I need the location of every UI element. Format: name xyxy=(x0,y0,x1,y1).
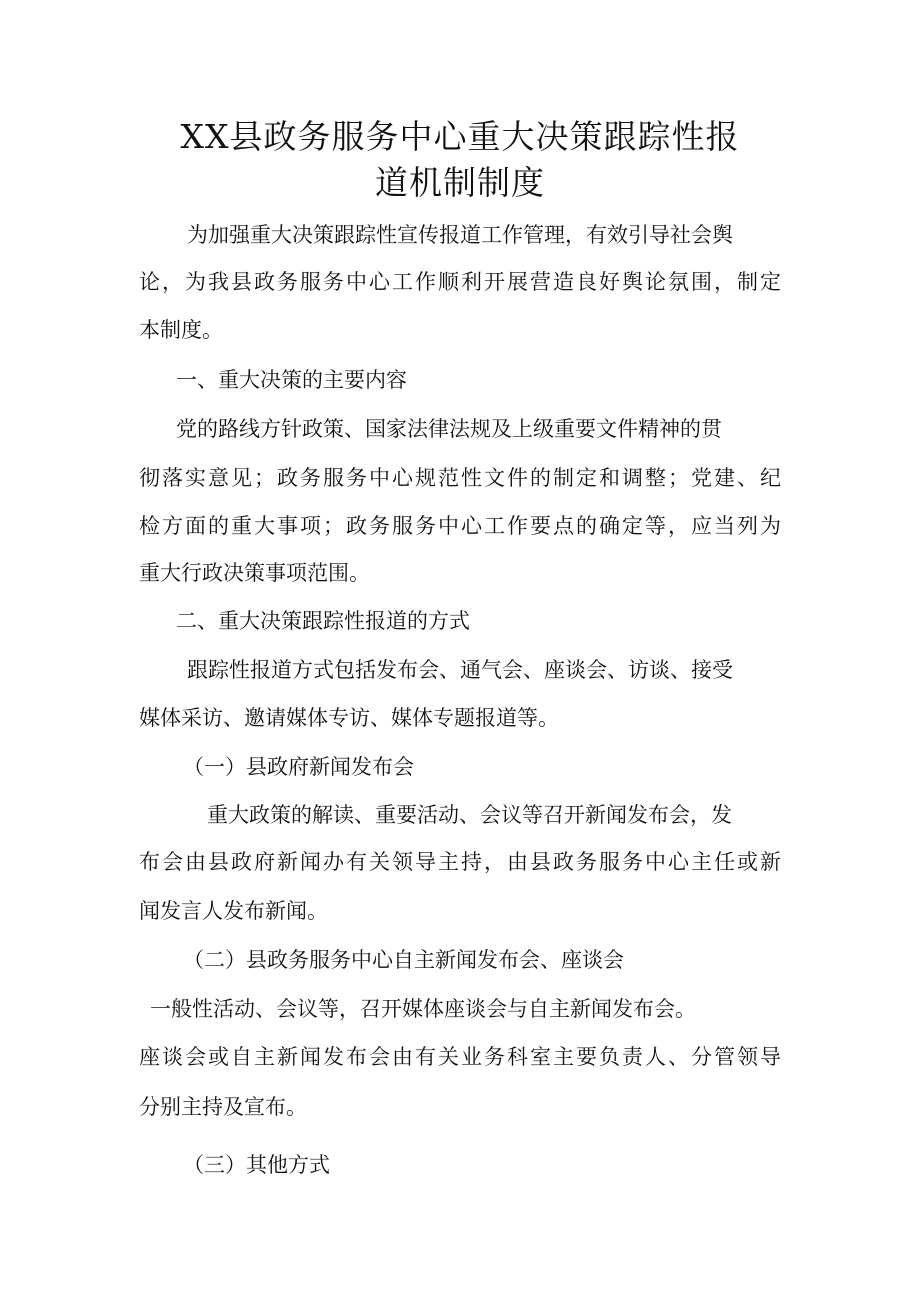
section-1-line-3: 检方面的重大事项；政务服务中心工作要点的确定等，应当列为 xyxy=(139,514,781,538)
intro-line-1: 为加强重大决策跟踪性宣传报道工作管理，有效引导社会舆 xyxy=(187,223,733,247)
subsection-2-line-1: 一般性活动、会议等，召开媒体座谈会与自主新闻发布会。 xyxy=(150,997,696,1021)
subsection-2-line-3: 分别主持及宣布。 xyxy=(139,1095,307,1119)
intro-line-2: 论，为我县政务服务中心工作顺利开展营造良好舆论氛围，制定 xyxy=(139,270,781,294)
subsection-2-heading: （二）县政务服务中心自主新闻发布会、座谈会 xyxy=(183,948,624,972)
section-1-line-1: 党的路线方针政策、国家法律法规及上级重要文件精神的贯 xyxy=(176,417,722,441)
section-2-heading: 二、重大决策跟踪性报道的方式 xyxy=(176,609,470,633)
subsection-1-line-3: 闻发言人发布新闻。 xyxy=(139,899,328,923)
intro-line-3: 本制度。 xyxy=(139,318,223,342)
document-title-line-2: 道机制制度 xyxy=(375,163,545,202)
section-2-line-2: 媒体采访、邀请媒体专访、媒体专题报道等。 xyxy=(139,706,559,730)
subsection-1-line-1: 重大政策的解读、重要活动、会议等召开新闻发布会，发 xyxy=(207,803,732,827)
section-1-line-2: 彻落实意见；政务服务中心规范性文件的制定和调整；党建、纪 xyxy=(139,466,781,490)
document-title-line-1: XX县政务服务中心重大决策跟踪性报 xyxy=(180,117,740,156)
subsection-1-heading: （一）县政府新闻发布会 xyxy=(183,755,414,779)
section-1-heading: 一、重大决策的主要内容 xyxy=(176,368,407,392)
section-1-line-4: 重大行政决策事项范围。 xyxy=(139,561,370,585)
subsection-2-line-2: 座谈会或自主新闻发布会由有关业务科室主要负责人、分管领导 xyxy=(139,1045,781,1069)
section-2-line-1: 跟踪性报道方式包括发布会、通气会、座谈会、访谈、接受 xyxy=(187,658,733,682)
subsection-1-line-2: 布会由县政府新闻办有关领导主持，由县政务服务中心主任或新 xyxy=(139,850,781,874)
subsection-3-heading: （三）其他方式 xyxy=(183,1153,330,1177)
